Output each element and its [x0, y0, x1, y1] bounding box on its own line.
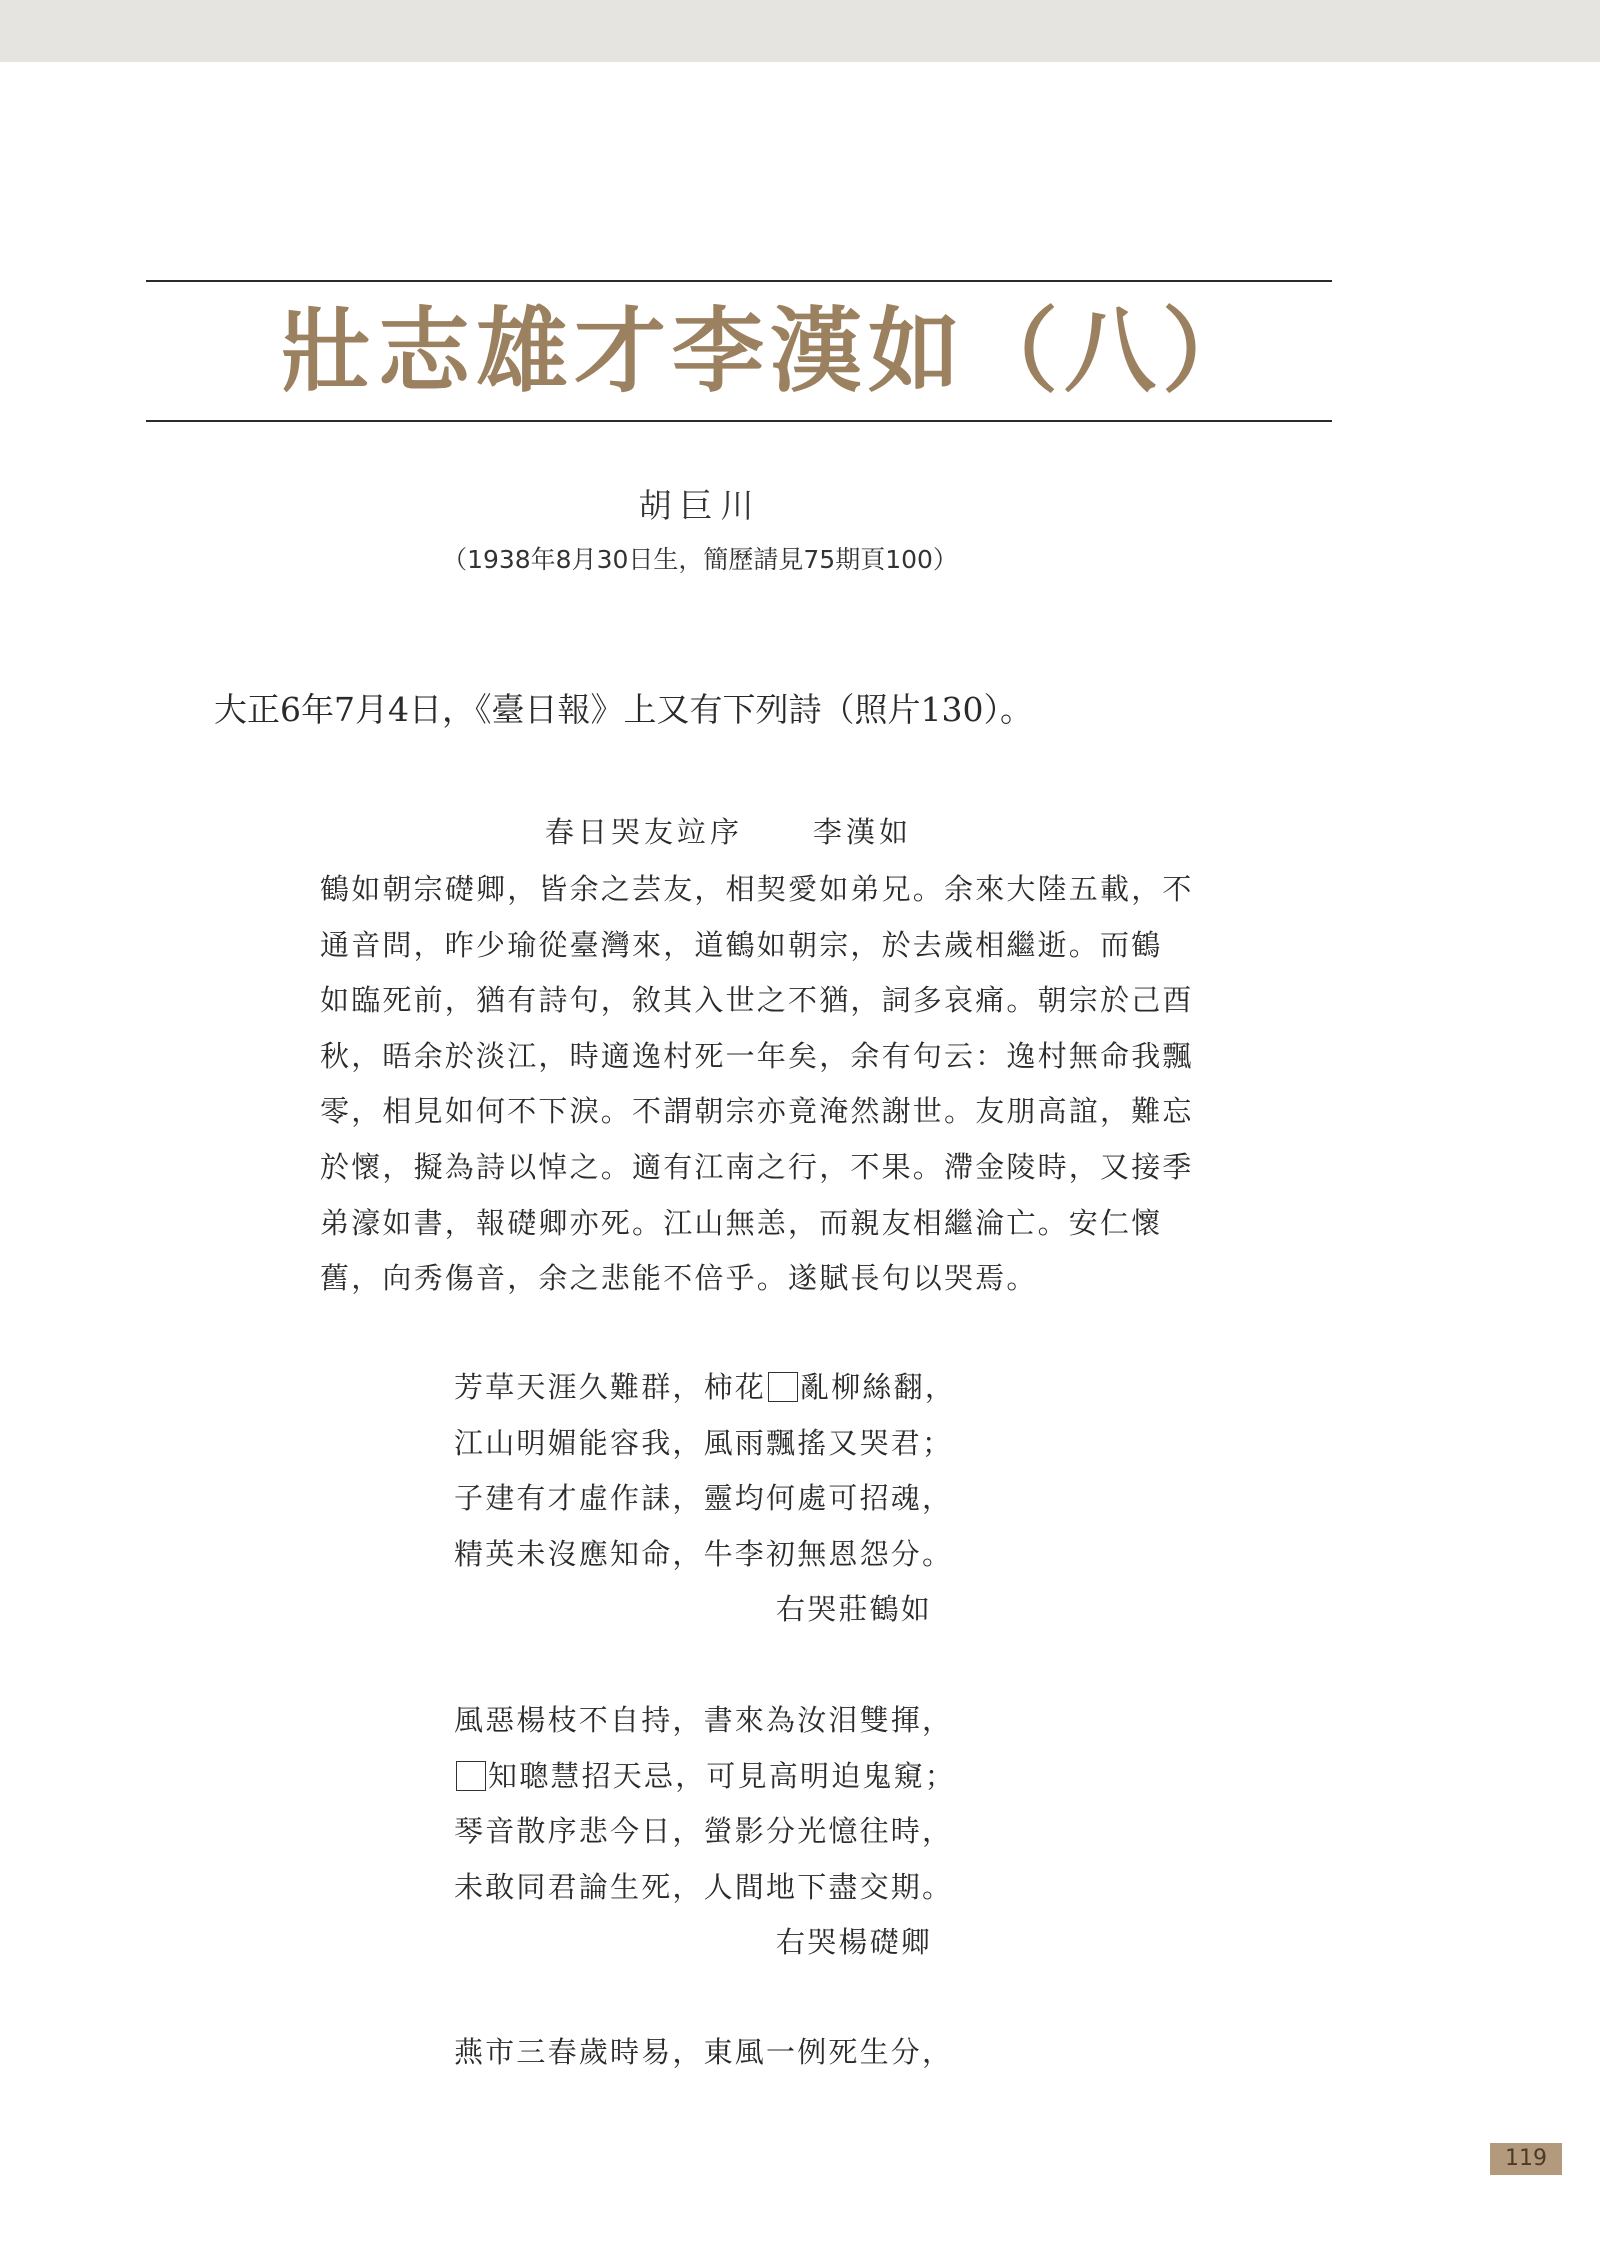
title-bottom-rule — [146, 420, 1332, 422]
preface-line: 舊，向秀傷音，余之悲能不倍乎。遂賦長句以哭焉。 — [320, 1261, 1038, 1296]
poem-title: 春日哭友竝序 — [545, 815, 744, 849]
page-number: 119 — [1490, 2143, 1562, 2175]
verse-line: 江山明媚能容我，風雨飄搖又哭君； — [454, 1425, 954, 1460]
missing-character-box — [768, 1372, 798, 1402]
verse-line: 未敢同君論生死，人間地下盡交期。 — [454, 1869, 954, 1904]
verse-attribution: 右哭莊鶴如 — [776, 1592, 933, 1627]
preface-line: 秋，晤余於淡江，時適逸村死一年矣，余有句云：逸村無命我飄 — [320, 1038, 1194, 1073]
verse-line — [454, 1749, 1054, 1805]
verse-text: 芳草天涯久難群，柿花 — [454, 1370, 767, 1404]
verse-text: 亂柳絲翻， — [800, 1370, 957, 1404]
author-name: 胡巨川 — [638, 486, 762, 525]
poem-header — [545, 810, 1145, 851]
scan-top-band — [0, 0, 1600, 62]
verse-line: 琴音散序悲今日，螢影分光憶往時， — [454, 1814, 954, 1849]
verse-text: 知聰慧招天忌，可見高明迫鬼窺； — [488, 1758, 957, 1793]
verse-line: 風惡楊枝不自持，書來為汝泪雙揮， — [454, 1703, 954, 1737]
missing-character-box — [456, 1761, 486, 1791]
article-title: 壯志雄才李漢如（八） — [280, 297, 1261, 405]
intro-paragraph: 大正6年7月4日，《臺日報》上又有下列詩（照片130）。 — [214, 690, 1033, 729]
preface-line: 鶴如朝宗礎卿，皆余之芸友，相契愛如弟兄。余來大陸五載，不 — [320, 872, 1194, 906]
preface-line: 於懷，擬為詩以悼之。適有江南之行，不果。滯金陵時，又接季 — [320, 1149, 1194, 1184]
verse-line: 子建有才虛作誄，靈均何處可招魂， — [454, 1481, 954, 1516]
verse-line: 燕市三春歲時易，東風一例死生分， — [454, 2035, 954, 2069]
preface-line: 通音問，昨少瑜從臺灣來，道鶴如朝宗，於去歲相繼逝。而鶴 — [320, 927, 1163, 962]
preface-line: 弟濠如書，報礎卿亦死。江山無恙，而親友相繼淪亡。安仁懷 — [320, 1205, 1163, 1240]
verse-attribution: 右哭楊礎卿 — [776, 1925, 933, 1960]
verse-third — [454, 2025, 1054, 2081]
verse-line: 精英未沒應知命，牛李初無恩怨分。 — [454, 1536, 954, 1571]
preface-line: 如臨死前，猶有詩句，敘其入世之不猶，詞多哀痛。朝宗於己酉 — [320, 983, 1194, 1018]
verse-mourning-yang-chuqing — [454, 1693, 1054, 1971]
verse-line — [454, 1360, 1054, 1416]
author-note: （1938年8月30日生，簡歷請見75期頁100） — [442, 545, 958, 574]
poem-poet: 李漢如 — [813, 815, 913, 849]
verse-mourning-zhuang-heru — [454, 1360, 1054, 1638]
preface-line: 零，相見如何不下淚。不謂朝宗亦竟淹然謝世。友朋高誼，難忘 — [320, 1094, 1194, 1129]
title-top-rule — [146, 280, 1332, 282]
poem-preface — [320, 862, 1340, 1307]
